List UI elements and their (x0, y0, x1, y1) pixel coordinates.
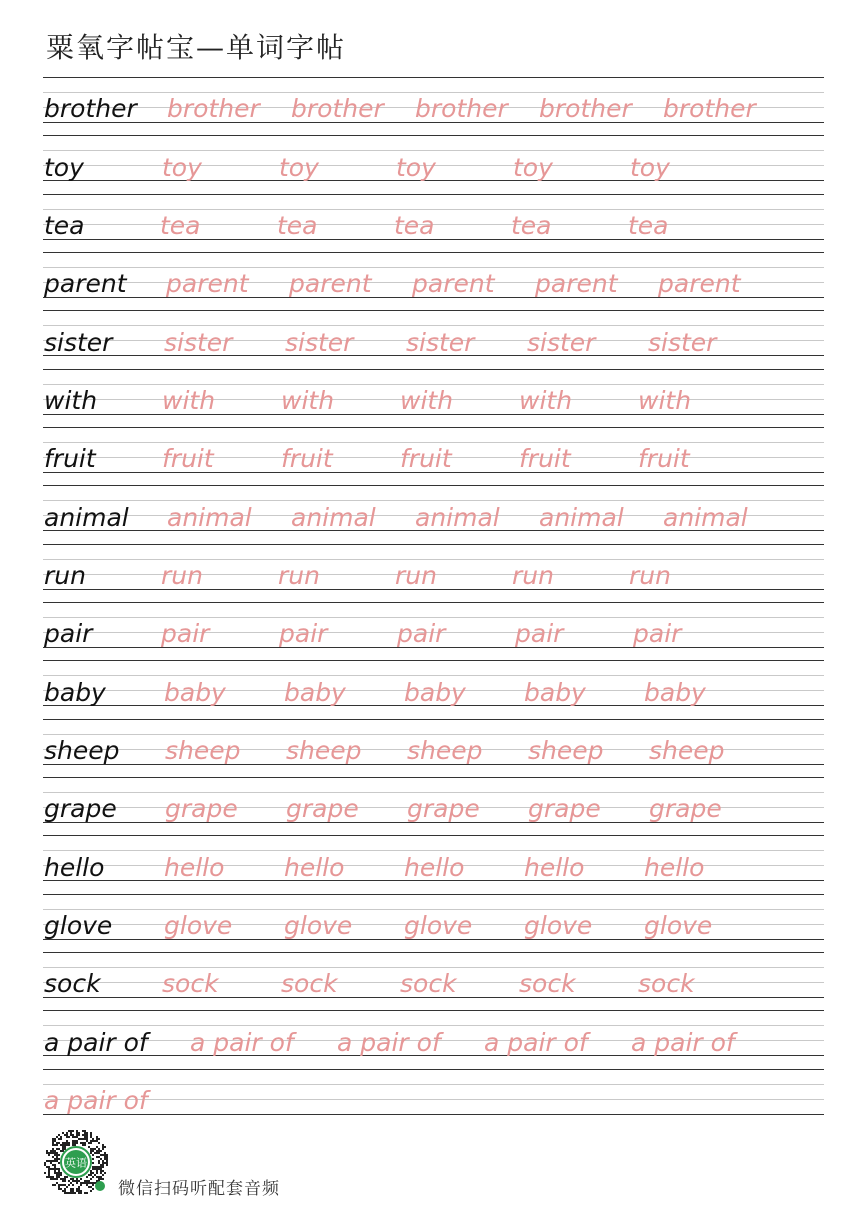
guide-line (43, 310, 824, 311)
trace-word: tea (160, 210, 201, 240)
trace-word: hello (404, 852, 465, 882)
trace-word: sister (527, 327, 596, 357)
guide-line (43, 559, 824, 560)
guide-line (43, 135, 824, 136)
worksheet (43, 77, 824, 1127)
practice-row (43, 660, 824, 718)
guide-line (43, 544, 824, 545)
guide-line (43, 325, 824, 326)
guide-line (43, 777, 824, 778)
practice-row (43, 369, 824, 427)
trace-word: animal (415, 502, 500, 532)
trace-word: animal (663, 502, 748, 532)
trace-word: grape (528, 794, 601, 824)
trace-word: sock (638, 969, 695, 999)
bottom-rule (43, 1114, 824, 1115)
practice-row (43, 252, 824, 310)
guide-line (43, 369, 824, 370)
practice-row (43, 485, 824, 543)
page-title: 粟氧字帖宝—单词字帖 (46, 31, 347, 64)
trace-word: sock (281, 969, 338, 999)
trace-word: baby (164, 677, 226, 707)
model-word: sock (44, 969, 101, 999)
trace-word: pair (515, 619, 564, 649)
model-word: a pair of (44, 1027, 148, 1057)
trace-word: with (162, 385, 216, 415)
guide-line (43, 835, 824, 836)
trace-word: sister (164, 327, 233, 357)
footer-caption: 微信扫码听配套音频 (118, 1179, 280, 1199)
trace-word: a pair of (484, 1027, 588, 1057)
trace-word: hello (524, 852, 585, 882)
trace-word: sheep (528, 735, 604, 765)
practice-row (43, 194, 824, 252)
trace-word: baby (644, 677, 706, 707)
model-word: with (44, 385, 98, 415)
qr-code-icon[interactable] (42, 1128, 110, 1196)
guide-line (43, 675, 824, 676)
practice-row (43, 894, 824, 952)
guide-line (43, 1099, 824, 1100)
guide-line (43, 442, 824, 443)
trace-word: baby (284, 677, 346, 707)
trace-word: run (512, 560, 554, 590)
trace-word: parent (289, 269, 372, 299)
trace-word: parent (412, 269, 495, 299)
guide-line (43, 92, 824, 93)
practice-row (43, 427, 824, 485)
guide-line (43, 1069, 824, 1070)
trace-word: a pair of (190, 1027, 294, 1057)
trace-word: brother (291, 94, 384, 124)
trace-word: toy (162, 152, 202, 182)
trace-word: sister (406, 327, 475, 357)
model-word: toy (44, 152, 84, 182)
practice-row (43, 1069, 824, 1127)
trace-word: baby (524, 677, 586, 707)
trace-word: fruit (281, 444, 333, 474)
trace-word: toy (630, 152, 670, 182)
trace-word: grape (407, 794, 480, 824)
model-word: hello (44, 852, 105, 882)
trace-word: glove (404, 910, 473, 940)
trace-word: brother (539, 94, 632, 124)
practice-row (43, 835, 824, 893)
trace-word: pair (279, 619, 328, 649)
trace-word: sock (162, 969, 219, 999)
trace-word: sheep (165, 735, 241, 765)
trace-word: sheep (649, 735, 725, 765)
guide-line (43, 850, 824, 851)
trace-word: glove (164, 910, 233, 940)
guide-line (43, 427, 824, 428)
trace-word: run (278, 560, 320, 590)
trace-word: with (638, 385, 692, 415)
trace-word: sock (519, 969, 576, 999)
trace-word: glove (284, 910, 353, 940)
trace-word: glove (644, 910, 713, 940)
trace-word: tea (628, 210, 669, 240)
guide-line (43, 1010, 824, 1011)
trace-word: grape (649, 794, 722, 824)
model-word: pair (44, 619, 93, 649)
guide-line (43, 1084, 824, 1085)
trace-word: parent (535, 269, 618, 299)
trace-word: toy (513, 152, 553, 182)
guide-line (43, 1025, 824, 1026)
guide-line (43, 194, 824, 195)
trace-word: tea (277, 210, 318, 240)
trace-word: pair (161, 619, 210, 649)
model-word: tea (44, 210, 85, 240)
guide-line (43, 967, 824, 968)
practice-row (43, 952, 824, 1010)
trace-word: hello (284, 852, 345, 882)
guide-line (43, 209, 824, 210)
model-word: run (44, 560, 86, 590)
trace-word: sock (400, 969, 457, 999)
trace-word: sheep (286, 735, 362, 765)
trace-word: run (395, 560, 437, 590)
practice-row (43, 77, 824, 135)
guide-line (43, 77, 824, 78)
guide-line (43, 267, 824, 268)
trace-word: animal (167, 502, 252, 532)
trace-word: hello (164, 852, 225, 882)
practice-row (43, 602, 824, 660)
model-word: baby (44, 677, 106, 707)
practice-row (43, 777, 824, 835)
trace-word: toy (396, 152, 436, 182)
trace-word: tea (394, 210, 435, 240)
trace-word: run (161, 560, 203, 590)
trace-word: a pair of (631, 1027, 735, 1057)
trace-word: run (629, 560, 671, 590)
guide-line (43, 734, 824, 735)
trace-word: fruit (638, 444, 690, 474)
guide-line (43, 792, 824, 793)
guide-line (43, 617, 824, 618)
trace-word: a pair of (337, 1027, 441, 1057)
trace-word: fruit (400, 444, 452, 474)
model-word: grape (44, 794, 117, 824)
model-word: glove (44, 910, 113, 940)
guide-line (43, 485, 824, 486)
trace-word: sheep (407, 735, 483, 765)
guide-line (43, 952, 824, 953)
qr-badge-label: 英语 (65, 1156, 87, 1170)
trace-word: grape (286, 794, 359, 824)
guide-line (43, 660, 824, 661)
guide-line (43, 252, 824, 253)
trace-word: brother (167, 94, 260, 124)
trace-word: grape (165, 794, 238, 824)
trace-word: sister (648, 327, 717, 357)
guide-line (43, 150, 824, 151)
trace-word: a pair of (44, 1085, 148, 1115)
trace-word: animal (539, 502, 624, 532)
model-word: animal (44, 502, 129, 532)
guide-line (43, 719, 824, 720)
trace-word: animal (291, 502, 376, 532)
trace-word: pair (633, 619, 682, 649)
model-word: sheep (44, 735, 120, 765)
model-word: fruit (44, 444, 96, 474)
guide-line (43, 500, 824, 501)
trace-word: brother (663, 94, 756, 124)
model-word: parent (44, 269, 127, 299)
trace-word: with (400, 385, 454, 415)
trace-word: with (281, 385, 335, 415)
practice-row (43, 719, 824, 777)
trace-word: fruit (519, 444, 571, 474)
trace-word: tea (511, 210, 552, 240)
trace-word: parent (166, 269, 249, 299)
guide-line (43, 602, 824, 603)
trace-word: baby (404, 677, 466, 707)
trace-word: glove (524, 910, 593, 940)
guide-line (43, 894, 824, 895)
practice-row (43, 544, 824, 602)
guide-line (43, 384, 824, 385)
trace-word: fruit (162, 444, 214, 474)
practice-row (43, 135, 824, 193)
model-word: brother (44, 94, 137, 124)
trace-word: pair (397, 619, 446, 649)
trace-word: sister (285, 327, 354, 357)
trace-word: hello (644, 852, 705, 882)
practice-row (43, 310, 824, 368)
practice-row (43, 1010, 824, 1068)
trace-word: toy (279, 152, 319, 182)
model-word: sister (44, 327, 113, 357)
trace-word: with (519, 385, 573, 415)
trace-word: brother (415, 94, 508, 124)
trace-word: parent (658, 269, 741, 299)
guide-line (43, 909, 824, 910)
